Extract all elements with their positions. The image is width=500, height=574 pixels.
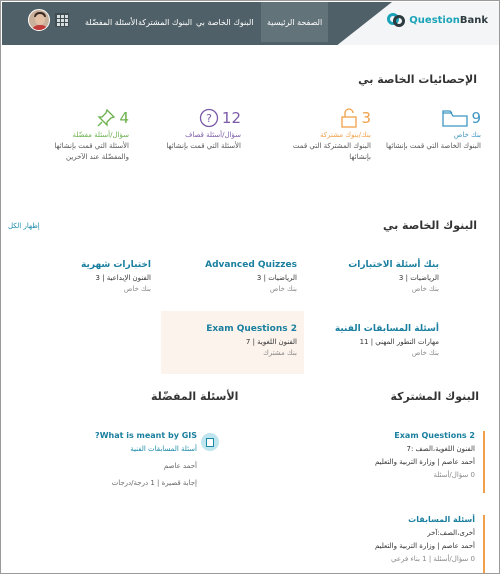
app-logo[interactable] (387, 11, 488, 29)
bank-card[interactable] (309, 260, 439, 293)
bank-type: بنك مشترك (263, 349, 297, 357)
bank-title[interactable]: اختبارات شهرية (81, 260, 151, 270)
bank-meta: الفنون الإبداعية | 3 (95, 274, 151, 282)
stat-label: سؤال/أسئلة مفضّلة (72, 131, 129, 139)
favorite-question-info: إجابة قصيرة | 1 درجة/درجات (111, 479, 197, 487)
bank-title[interactable]: بنك أسئلة الاختبارات (348, 260, 439, 270)
stat-questions (143, 107, 241, 152)
bank-type: بنك خاص (411, 285, 439, 293)
bank-meta: الرياضيات | 3 (256, 274, 297, 282)
favorite-question-item[interactable] (61, 431, 197, 487)
stat-favorites (31, 107, 129, 163)
bank-title[interactable]: Advanced Quizzes (205, 260, 297, 270)
favorites-title: الأسئلة المفضّلة (151, 390, 239, 403)
logo-text: QuestionBank (409, 14, 488, 26)
stat-desc: البنوك الخاصة التي قمت بإنشائها (385, 142, 481, 150)
stat-label: بنك/بنوك مشتركة (319, 131, 371, 139)
stat-private-banks (383, 107, 481, 152)
unlock-icon (340, 108, 358, 128)
shared-bank-item[interactable] (374, 515, 485, 574)
shared-bank-title[interactable]: أسئلة المسابقات (408, 515, 475, 524)
question-icon (199, 108, 219, 128)
shared-bank-owner: أحمد عاصم | وزارة التربية والتعليم (374, 458, 475, 466)
stat-desc: الأسئلة التي قمت بإنشائها (166, 142, 241, 150)
stat-label: سؤال/أسئلة قصاف (185, 131, 241, 139)
bank-meta: الفنون اللغوية | 7 (245, 338, 297, 346)
stat-desc: الأسئلة التي قمت بإنشائها والمفضّلة عند الآخرين (54, 142, 129, 161)
stat-shared-banks (273, 107, 371, 163)
apps-grid-icon[interactable] (55, 13, 69, 27)
bank-title[interactable]: Exam Questions 2 (206, 324, 297, 334)
shared-bank-subject: أخرى،الصف:آخر (427, 529, 475, 537)
bank-meta: الرياضيات | 3 (398, 274, 439, 282)
bank-meta: مهارات التطور المهني | 11 (359, 338, 439, 346)
stat-number: 4 (119, 109, 129, 127)
bank-type: بنك خاص (269, 285, 297, 293)
shared-bank-subject: الفنون اللغوية،الصف :7 (406, 445, 475, 453)
shared-bank-count: 0 سؤال/أسئلة | 1 بناء فرعي (391, 555, 475, 563)
stat-number: 3 (361, 109, 371, 127)
bank-card[interactable] (167, 324, 297, 357)
bank-type: بنك خاص (123, 285, 151, 293)
svg-text:?: ? (205, 112, 212, 125)
my-banks-title: البنوك الخاصة بي (382, 219, 477, 232)
stat-desc: البنوك المشتركة التي قمت بإنشائها (292, 142, 371, 161)
favorite-question-bank[interactable]: أسئلة المسابقات الفنية (130, 445, 197, 453)
question-doc-icon (201, 433, 219, 451)
shared-bank-item[interactable] (374, 431, 485, 493)
nav-item-home[interactable]: الصفحة الرئيسية (261, 2, 328, 42)
logo-mark-icon (387, 11, 405, 29)
top-header (2, 2, 500, 45)
folder-icon (442, 109, 468, 127)
nav-item-my-banks[interactable]: البنوك الخاصة بي (196, 17, 254, 27)
shared-bank-owner: أحمد عاصم | وزارة التربية والتعليم (374, 542, 475, 550)
nav-item-shared-banks[interactable]: البنوك المشتركة (138, 17, 193, 27)
show-all-link[interactable]: إظهار الكل (8, 222, 40, 230)
pin-icon (96, 108, 116, 128)
favorite-question-author: أحمد عاصم (163, 462, 197, 470)
bank-title[interactable]: أسئلة المسابقات الفنية (334, 324, 439, 334)
bank-card[interactable] (167, 260, 297, 293)
favorite-question-text[interactable]: What is meant by GIS? (95, 431, 197, 440)
shared-banks-title: البنوك المشتركة (390, 390, 479, 403)
stats-title: الإحصائيات الخاصة بي (358, 73, 477, 86)
stat-number: 12 (221, 109, 241, 127)
shared-bank-title[interactable]: Exam Questions 2 (394, 431, 475, 440)
shared-bank-count: 0 سؤال/أسئلة (433, 471, 475, 479)
bank-card[interactable] (309, 324, 439, 357)
bank-card[interactable] (21, 260, 151, 293)
stat-label: بنك خاص (453, 131, 481, 139)
stat-number: 9 (471, 109, 481, 127)
nav-item-favorites[interactable]: الأسئلة المفضّلة (85, 17, 138, 27)
bank-type: بنك خاص (411, 349, 439, 357)
user-avatar[interactable] (28, 9, 50, 31)
